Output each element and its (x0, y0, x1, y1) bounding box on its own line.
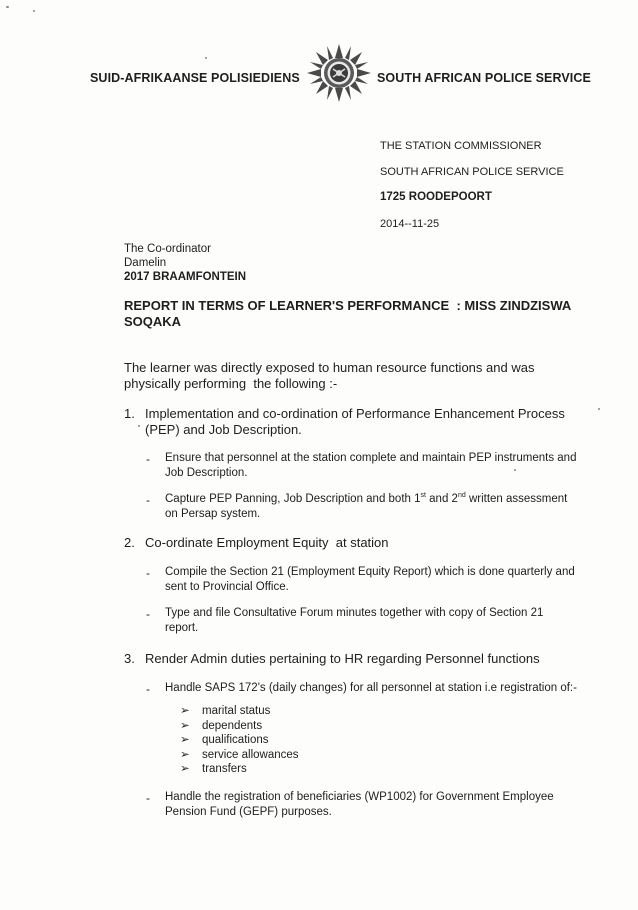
scan-speck (598, 408, 600, 410)
section-3-bullet-1 (165, 681, 605, 696)
subject-line-1: REPORT IN TERMS OF LEARNER'S PERFORMANCE : MISS ZINDZISWA (124, 298, 572, 313)
section-1-bullet-1 (165, 451, 605, 480)
bullet-text-part: Capture PEP Panning, Job Description and both 1 (165, 493, 421, 505)
bullet-line-2: Pension Fund (GEPF) purposes. (165, 805, 332, 818)
recipient-line-3: 2017 BRAAMFONTEIN (124, 271, 247, 283)
list-item-text: transfers (202, 763, 247, 775)
list-item (180, 762, 299, 777)
list-item (180, 733, 299, 748)
bullet-dash: - (146, 566, 150, 580)
arrow-bullet-icon: ➢ (180, 719, 190, 732)
bullet-dash: - (146, 452, 150, 466)
letterhead-english-title: SOUTH AFRICAN POLICE SERVICE (377, 71, 591, 85)
intro-line-2: physically performing the following :- (124, 376, 338, 391)
intro-paragraph (124, 360, 564, 392)
section-1-line-2: (PEP) and Job Description. (145, 422, 302, 437)
list-item-text: service allowances (202, 748, 299, 761)
sender-date: 2014--11-25 (380, 218, 440, 230)
section-2-heading (145, 535, 605, 551)
section-3-bullet-2 (165, 790, 605, 819)
recipient-line-1: The Co-ordinator (124, 243, 211, 255)
arrow-bullet-icon: ➢ (180, 734, 190, 746)
ordinal-superscript: st (420, 492, 426, 500)
section-3-heading (145, 651, 605, 667)
scan-speck (514, 469, 516, 471)
personnel-changes-list (180, 704, 299, 777)
sender-line-3: 1725 ROODEPOORT (380, 191, 492, 203)
bullet-line-1: Handle SAPS 172's (daily changes) for all personnel at station i.e registration of:- (165, 682, 577, 694)
sender-line-1: THE STATION COMMISSIONER (380, 140, 542, 152)
section-1-number: 1. (124, 406, 135, 421)
bullet-dash: - (146, 682, 150, 696)
bullet-dash: - (146, 607, 150, 621)
scan-speck (6, 6, 9, 8)
section-2-line-1: Co-ordinate Employment Equity at station (145, 535, 389, 550)
list-item-text: qualifications (202, 734, 269, 746)
arrow-bullet-icon: ➢ (180, 748, 190, 761)
bullet-line-1: Handle the registration of beneficiaries (WP1002) for Government Employee (165, 791, 554, 803)
section-3-line-1: Render Admin duties pertaining to HR regarding Personnel functions (145, 651, 540, 666)
list-item-text: marital status (202, 705, 271, 717)
list-item (180, 704, 299, 719)
arrow-bullet-icon: ➢ (180, 763, 190, 775)
bullet-line-1: Compile the Section 21 (Employment Equity Report) which is done quarterly and (165, 566, 575, 578)
scan-speck (138, 425, 140, 427)
bullet-line-2: report. (165, 621, 199, 634)
bullet-dash: - (146, 493, 150, 507)
bullet-dash: - (146, 791, 150, 805)
section-3-number: 3. (124, 651, 135, 666)
bullet-text-part: and 2 (425, 493, 458, 505)
sender-line-2: SOUTH AFRICAN POLICE SERVICE (380, 166, 564, 178)
arrow-bullet-icon: ➢ (180, 705, 190, 717)
section-2-bullet-2 (165, 606, 605, 635)
letterhead-afrikaans-title: SUID-AFRIKAANSE POLISIEDIENS (90, 71, 300, 85)
section-2-bullet-1 (165, 565, 605, 594)
list-item (180, 748, 299, 763)
bullet-line-2: Job Description. (165, 466, 248, 479)
scan-speck (33, 10, 35, 12)
subject-heading (124, 298, 594, 330)
bullet-line-1 (165, 492, 605, 507)
bullet-line-1: Ensure that personnel at the station complete and maintain PEP instruments and (165, 452, 577, 464)
bullet-line-2: on Persap system. (165, 507, 261, 520)
scan-speck (205, 57, 207, 59)
list-item-text: dependents (202, 719, 263, 732)
bullet-line-2: sent to Provincial Office. (165, 580, 289, 593)
saps-emblem-icon (307, 44, 371, 102)
bullet-text-part: written assessment (465, 493, 568, 505)
section-1-heading (145, 406, 605, 438)
bullet-line-1: Type and file Consultative Forum minutes together with copy of Section 21 (165, 607, 544, 619)
section-1-bullet-2 (165, 492, 605, 521)
subject-line-2: SOQAKA (124, 314, 182, 329)
list-item (180, 719, 299, 734)
intro-line-1: The learner was directly exposed to human resource functions and was (124, 360, 535, 375)
recipient-line-2: Damelin (124, 257, 167, 269)
ordinal-superscript: nd (457, 492, 466, 500)
section-2-number: 2. (124, 535, 135, 550)
section-1-line-1: Implementation and co-ordination of Performance Enhancement Process (145, 406, 565, 421)
